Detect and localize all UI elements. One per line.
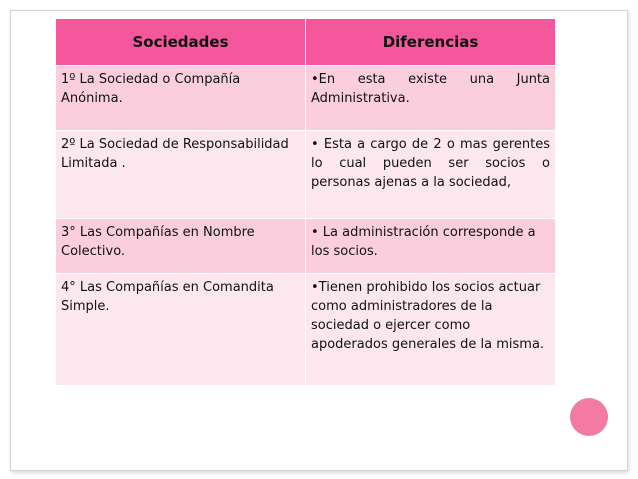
cell-diferencia: •En esta existe una Junta Administrativa. xyxy=(306,66,556,131)
table-row xyxy=(56,66,556,131)
cell-diferencia: • Esta a cargo de 2 o mas gerentes lo cual pueden ser socios o personas ajenas a la sociedad, xyxy=(306,131,556,219)
table-row xyxy=(56,274,556,386)
comparison-table xyxy=(55,18,556,386)
cell-diferencia: •Tienen prohibido los socios actuar como administradores de la sociedad o ejercer como apoderados generales de la misma. xyxy=(306,274,556,386)
header-diferencias: Diferencias xyxy=(306,19,556,66)
cell-sociedad: 2º La Sociedad de Responsabilidad Limitada . xyxy=(56,131,306,219)
cell-sociedad: 1º La Sociedad o Compañía Anónima. xyxy=(56,66,306,131)
table-row xyxy=(56,131,556,219)
cell-sociedad: 3° Las Compañías en Nombre Colectivo. xyxy=(56,219,306,274)
decorative-circle xyxy=(570,398,608,436)
table-row xyxy=(56,219,556,274)
cell-sociedad: 4° Las Compañías en Comandita Simple. xyxy=(56,274,306,386)
table-header-row xyxy=(56,19,556,66)
header-sociedades: Sociedades xyxy=(56,19,306,66)
cell-diferencia: • La administración corresponde a los socios. xyxy=(306,219,556,274)
